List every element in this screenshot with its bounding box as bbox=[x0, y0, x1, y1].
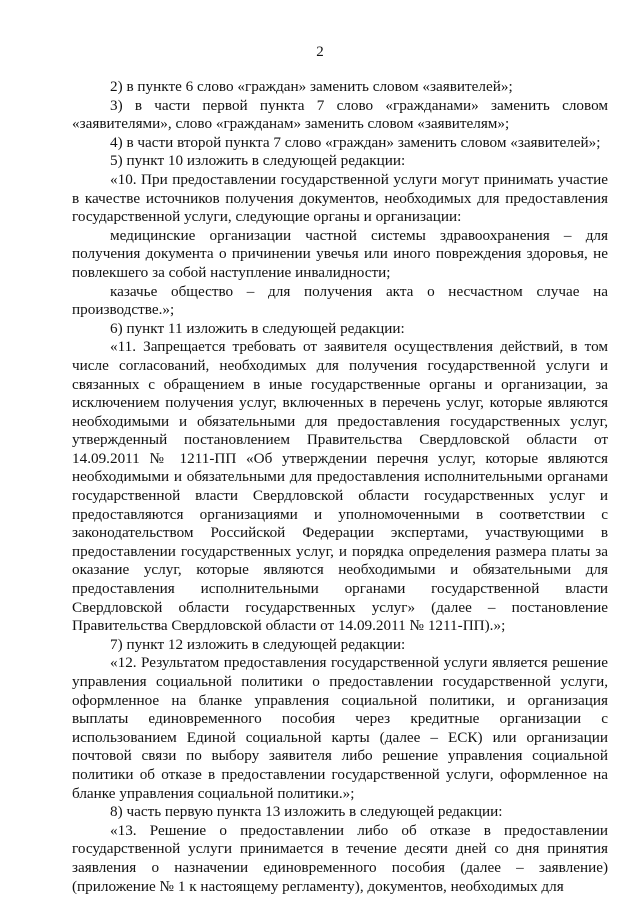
amendment-item-5: 5) пункт 10 изложить в следующей редакции: bbox=[110, 152, 406, 170]
clause-10-cossack-society: казачье общество – для получения акта о несчастном случае на производстве.»; bbox=[72, 282, 608, 319]
clause-12-text: «12. Результатом предоставления государственной услуги является решение управления социальной политики о предоставлении государственной услуги, оформленное на бланке управления социальной политики, и организация выплаты единовременного пособия через кредитные организации с использованием Единой социальной карты (далее – ЕСК) или организации почтовой связи по выбору заявителя либо решение управления социальной политики об отказе в предоставлении государственной услуги, оформленное на бланке управления социальной политики.»; bbox=[72, 654, 608, 802]
clause-11-text: «11. Запрещается требовать от заявителя осуществления действий, в том числе согласований, необходимых для получения государственной услуги и связанных с обращением в иные государственные органы и организации, за исключением получения услуг, включенных в перечень услуг, которые являются необходимыми и обязательными для предоставления государственных услуг, утвержденный постановлением Правительства Свердловской области от 14.09.2011 № 1211-ПП «Об утверждении перечня услуг, которые являются необходимыми и обязательными для предоставления исполнительными органами государственной власти Свердловской области государственных услуг и предоставляются организациями и уполномоченными в соответствии с законодательством Российской Федерации экспертами, участвующими в предоставлении государственных услуг, и порядка определения размера платы за оказание услуг, которые являются необходимыми и обязательными для предоставления исполнительными органами государственной власти Свердловской области государственных услуг» (далее – постановление Правительства Свердловской области от 14.09.2011 № 1211-ПП).»; bbox=[72, 338, 608, 635]
amendment-item-2: 2) в пункте 6 слово «граждан» заменить словом «заявителей»; bbox=[110, 78, 513, 95]
clause-10-text: «10. При предоставлении государственной услуги могут принимать участие в качестве источников получения документов, необходимых для предоставления государственной услуги, следующие органы и организации: bbox=[72, 170, 608, 226]
amendment-item-3: 3) в части первой пункта 7 слово «гражданами» заменить словом «заявителями», слово «гражданам» заменить словом «заявителям»; bbox=[72, 96, 608, 133]
page-number: 2 bbox=[316, 44, 324, 60]
amendment-item-4: 4) в части второй пункта 7 слово «граждан» заменить словом «заявителей»; bbox=[110, 133, 601, 151]
document-body bbox=[72, 78, 608, 896]
amendment-item-6: 6) пункт 11 изложить в следующей редакции: bbox=[110, 319, 405, 337]
clause-10-medical-organizations: медицинские организации частной системы здравоохранения – для получения документа о причинении увечья или иного повреждения здоровья, не повлекшего за собой наступление инвалидности; bbox=[72, 226, 608, 281]
amendment-item-7: 7) пункт 12 изложить в следующей редакции: bbox=[110, 635, 406, 653]
amendment-item-8: 8) часть первую пункта 13 изложить в следующей редакции: bbox=[110, 803, 503, 821]
clause-13-text: «13. Решение о предоставлении либо об отказе в предоставлении государственной услуги принимается в течение десяти дней со дня принятия заявления о назначении единовременного пособия (далее – заявление) (приложение № 1 к настоящему регламенту), документов, необходимых для bbox=[72, 821, 608, 895]
